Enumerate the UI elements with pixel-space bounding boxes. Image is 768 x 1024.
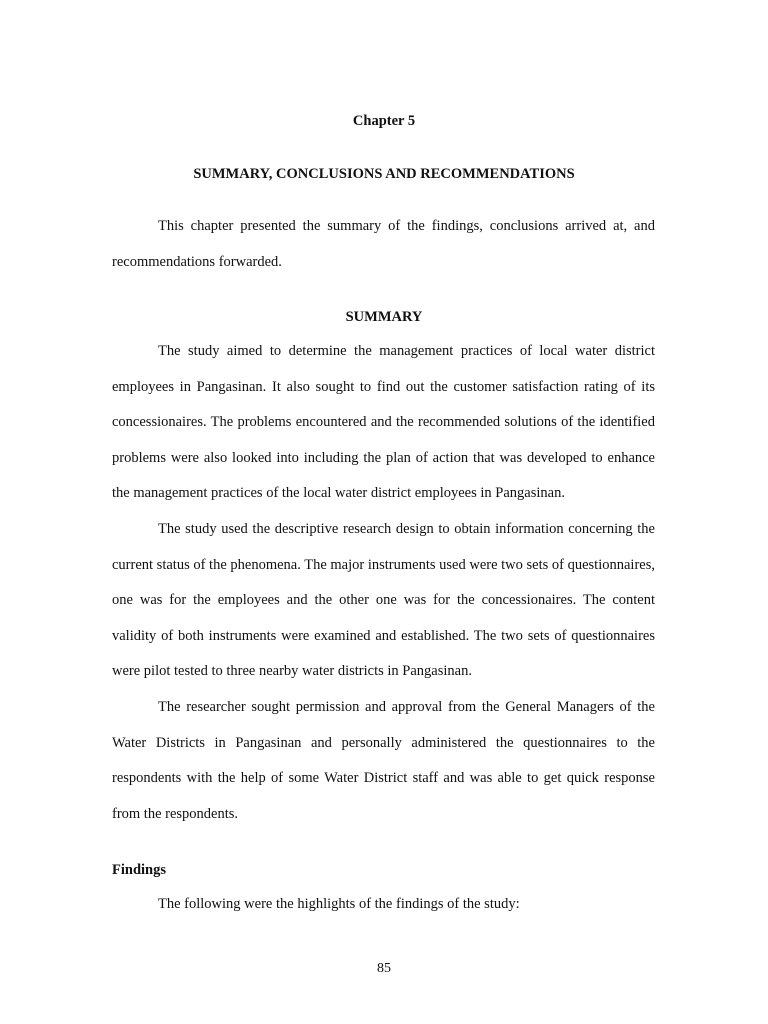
- summary-paragraph-2: The study used the descriptive research design to obtain information concerning the current status of the phenomena. The major instruments used were two sets of questionnaires, one was for the employees and the other one was for the concessionaires. The content validity of both instruments were examined and established. The two sets of questionnaires were pilot tested to three nearby water districts in Pangasinan.: [112, 521, 655, 679]
- chapter-title: SUMMARY, CONCLUSIONS AND RECOMMENDATIONS: [193, 166, 575, 182]
- summary-paragraph-1: The study aimed to determine the management practices of local water district employees in Pangasinan. It also sought to find out the customer satisfaction rating of its concessionaires. The problems encountered and the recommended solutions of the identified problems were also looked into including the plan of action that was developed to enhance the management practices of the local water district employees in Pangasinan.: [112, 343, 655, 501]
- findings-intro: The following were the highlights of the findings of the study:: [158, 896, 520, 912]
- summary-heading: SUMMARY: [345, 309, 423, 325]
- summary-paragraph-3: The researcher sought permission and approval from the General Managers of the Water Districts in Pangasinan and personally administered the questionnaires to the respondents with the help of some Water District staff and was able to get quick response from the respondents.: [112, 699, 655, 822]
- intro-paragraph: This chapter presented the summary of the findings, conclusions arrived at, and recommendations forwarded.: [112, 218, 655, 270]
- chapter-label: Chapter 5: [352, 113, 416, 129]
- findings-heading: Findings: [112, 862, 166, 878]
- page-number: 85: [377, 961, 391, 976]
